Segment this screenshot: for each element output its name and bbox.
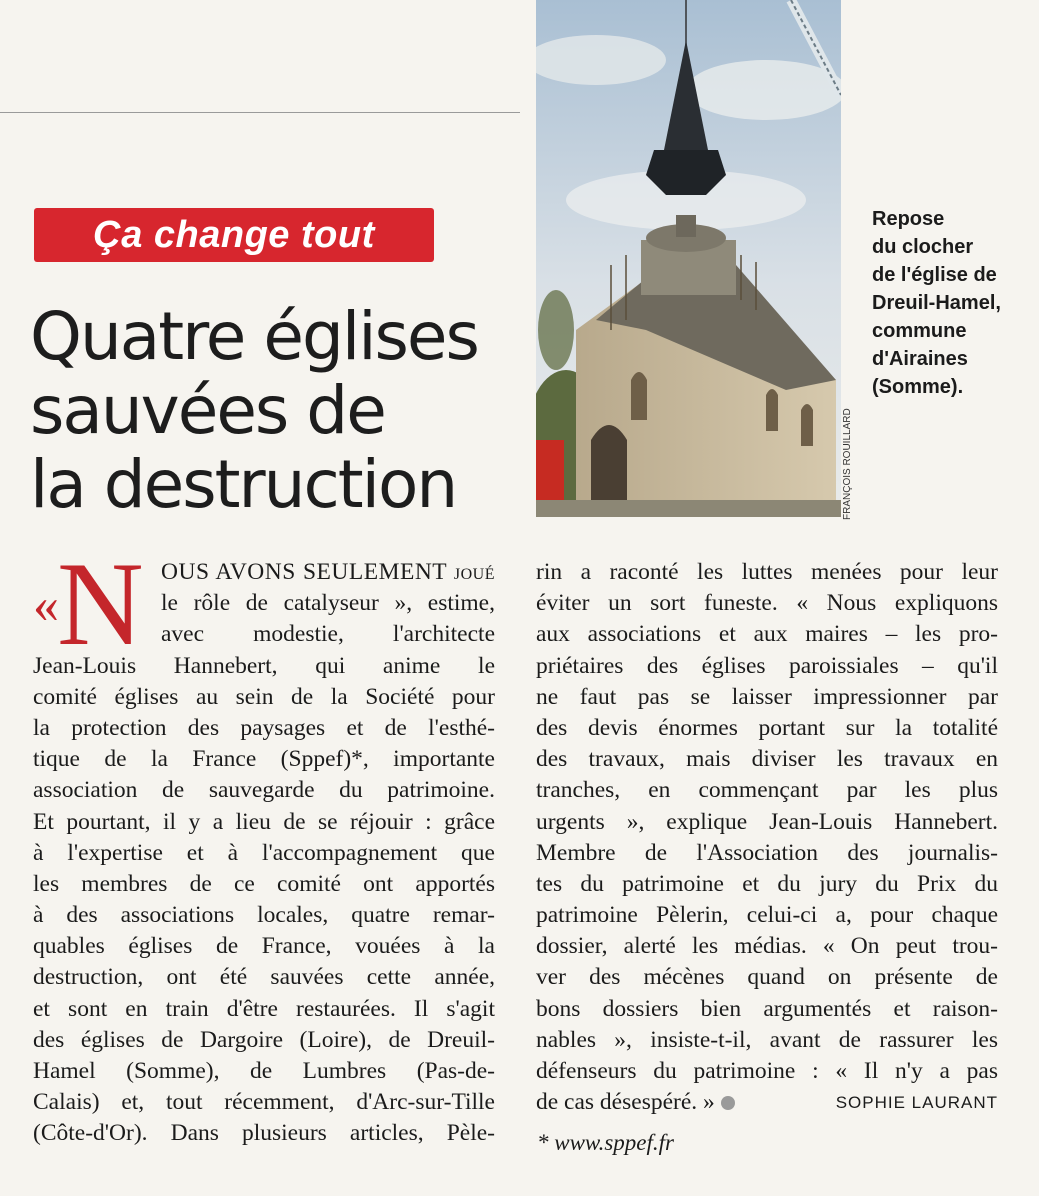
article-line: (Côte-d'Or). Dans plusieurs articles, Pèle- bbox=[33, 1120, 495, 1147]
headline-line: la destruction bbox=[30, 446, 457, 523]
kicker-label: Ça change tout bbox=[93, 213, 375, 256]
article-line: éviter un sort funeste. « Nous expliquons bbox=[536, 590, 998, 617]
article-line: rin a raconté les luttes menées pour leur bbox=[536, 559, 998, 585]
drop-cap-letter: N bbox=[57, 537, 144, 670]
article-line: Membre de l'Association des journalis- bbox=[536, 839, 998, 866]
end-of-article-icon bbox=[721, 1096, 735, 1110]
article-line: tes du patrimoine et du jury du Prix du bbox=[536, 870, 998, 897]
article-last-line bbox=[536, 1087, 998, 1118]
headline-line: Quatre églises bbox=[30, 298, 478, 375]
article-line: ne faut pas se laisser impressionner par bbox=[536, 683, 998, 710]
article-line: association de sauvegarde du patrimoine. bbox=[33, 777, 495, 804]
article-column-2 bbox=[536, 557, 998, 1118]
article-line: Et pourtant, il y a lieu de se réjouir : grâce bbox=[33, 808, 495, 835]
article-line: OUS AVONS SEULEMENT joué bbox=[161, 559, 495, 585]
article-line: aux associations et aux maires – les pro- bbox=[536, 621, 998, 648]
article-line: de cas désespéré. » bbox=[536, 1089, 715, 1116]
church-photo-illustration bbox=[536, 0, 841, 517]
section-kicker bbox=[34, 208, 434, 262]
article-line: les membres de ce comité ont apportés bbox=[33, 870, 495, 897]
footnote-link[interactable]: * www.sppef.fr bbox=[537, 1130, 674, 1155]
scan-fold-line bbox=[0, 112, 520, 113]
article-line: bons dossiers bien argumentés et raison- bbox=[536, 995, 998, 1022]
caption-line: du clocher bbox=[872, 236, 974, 258]
caption-line: (Somme). bbox=[872, 376, 964, 398]
article-line: patrimoine Pèlerin, celui-ci a, pour chaque bbox=[536, 902, 998, 929]
article-line: et sont en train d'être restaurées. Il s'agit bbox=[33, 995, 495, 1022]
caption-line: Repose bbox=[872, 208, 945, 230]
article-line: défenseurs du patrimoine : « Il n'y a pas bbox=[536, 1058, 998, 1084]
article-line: le rôle de catalyseur », estime, bbox=[161, 590, 495, 617]
article-line: la protection des paysages et de l'esthé- bbox=[33, 714, 495, 741]
photo-credit bbox=[842, 390, 856, 520]
article-line: quables églises de France, vouées à la bbox=[33, 933, 495, 960]
article-line: urgents », explique Jean-Louis Hannebert. bbox=[536, 808, 998, 835]
article-line: tique de la France (Sppef)*, importante bbox=[33, 746, 495, 773]
photo-credit-text: FRANÇOIS ROUILLARD bbox=[842, 408, 853, 520]
article-column-1 bbox=[33, 557, 495, 1150]
article-line: priétaires des églises paroissiales – qu'il bbox=[536, 652, 998, 679]
article-line: des églises de Dargoire (Loire), de Dreuil- bbox=[33, 1026, 495, 1053]
article-line: Jean-Louis Hannebert, qui anime le bbox=[33, 652, 495, 679]
headline bbox=[30, 300, 530, 522]
article-line: destruction, ont été sauvées cette année, bbox=[33, 964, 495, 991]
caption-line: de l'église de bbox=[872, 264, 997, 286]
article-line: Hamel (Somme), de Lumbres (Pas-de- bbox=[33, 1058, 495, 1084]
article-line: à l'expertise et à l'accompagnement que bbox=[33, 839, 495, 866]
caption-line: Dreuil-Hamel, bbox=[872, 292, 1001, 314]
article-line: des devis énormes portant sur la totalité bbox=[536, 714, 998, 741]
church-photo bbox=[536, 0, 841, 517]
caption-line: commune bbox=[872, 320, 967, 342]
headline-line: sauvées de bbox=[30, 372, 385, 449]
author-signature: SOPHIE LAURANT bbox=[835, 1093, 998, 1113]
article-line: dossier, alerté les médias. « On peut trou- bbox=[536, 933, 998, 960]
article-line: Calais) et, tout récemment, d'Arc-sur-Tille bbox=[33, 1089, 495, 1116]
article-line: tranches, en commençant par les plus bbox=[536, 777, 998, 804]
caption-line: d'Airaines bbox=[872, 348, 968, 370]
photo-caption bbox=[872, 205, 1037, 401]
article-line: ver des mécènes quand on présente de bbox=[536, 964, 998, 991]
article-line: des travaux, mais diviser les travaux en bbox=[536, 746, 998, 773]
article-line: avec modestie, l'architecte bbox=[161, 621, 495, 648]
article-line: comité églises au sein de la Société pour bbox=[33, 683, 495, 710]
article-line: nables », insiste-t-il, avant de rassurer les bbox=[536, 1026, 998, 1053]
drop-cap-quote: « bbox=[33, 577, 59, 634]
article-line: à des associations locales, quatre remar- bbox=[33, 902, 495, 929]
